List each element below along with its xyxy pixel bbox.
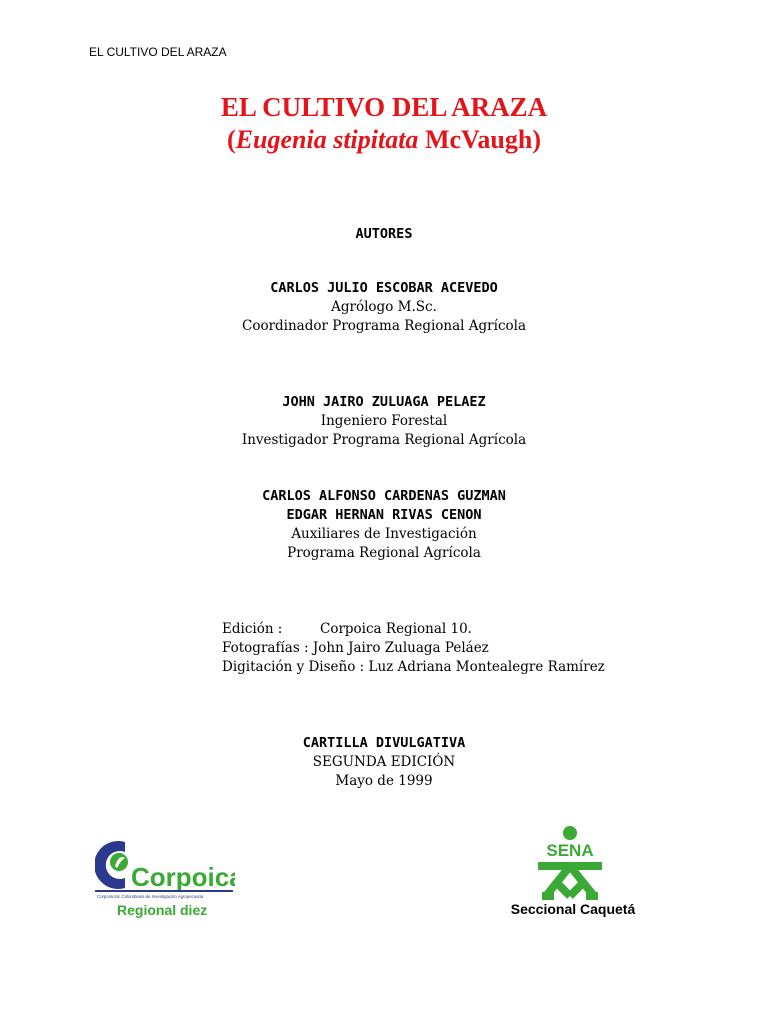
corpoica-icon [95,838,235,920]
colophon-digitacion: Digitación y Diseño : Luz Adriana Montealegre Ramírez [222,659,605,675]
svg-text:Corpoica: Corpoica [131,862,235,892]
taxonomic-author: McVaugh) [418,125,541,154]
sena-logo [502,826,644,920]
author-title: Agrólogo M.Sc. [331,299,437,315]
author-title: Auxiliares de Investigación [291,526,477,542]
svg-text:Corporación Colombiana de Inve: Corporación Colombiana de Investigación Agropecuaria [97,894,204,899]
svg-text:SENA: SENA [546,841,594,860]
cartilla-date: Mayo de 1999 [335,773,433,789]
author-name: CARLOS JULIO ESCOBAR ACEVEDO [270,280,498,296]
running-header: EL CULTIVO DEL ARAZA [89,45,227,59]
page-title: EL CULTIVO DEL ARAZA [220,92,548,122]
page-subtitle [0,125,768,155]
sena-icon [502,826,644,920]
author-title: Ingeniero Forestal [320,413,448,429]
svg-text:Regional diez: Regional diez [117,902,208,918]
cartilla-heading: CARTILLA DIVULGATIVA [302,735,466,751]
author-name: CARLOS ALFONSO CARDENAS GUZMAN [262,488,506,504]
author-role: Programa Regional Agrícola [287,545,481,561]
cartilla-edition: SEGUNDA EDICIÓN [312,754,456,770]
svg-text:Seccional Caquetá: Seccional Caquetá [510,901,636,917]
colophon-edicion [222,620,472,639]
subtitle-open-paren: ( [227,125,236,154]
author-name: JOHN JAIRO ZULUAGA PELAEZ [282,394,486,410]
edicion-value: Corpoica Regional 10. [320,621,472,637]
colophon-fotografias: Fotografías : John Jairo Zuluaga Peláez [222,640,489,656]
corpoica-logo [95,838,235,920]
author-role: Coordinador Programa Regional Agrícola [241,318,526,334]
author-name: EDGAR HERNAN RIVAS CENON [286,507,482,523]
author-role: Investigador Programa Regional Agrícola [241,432,527,448]
edicion-label: Edición : [222,621,283,637]
scientific-name: Eugenia stipitata [235,125,419,154]
authors-heading: AUTORES [355,226,413,242]
